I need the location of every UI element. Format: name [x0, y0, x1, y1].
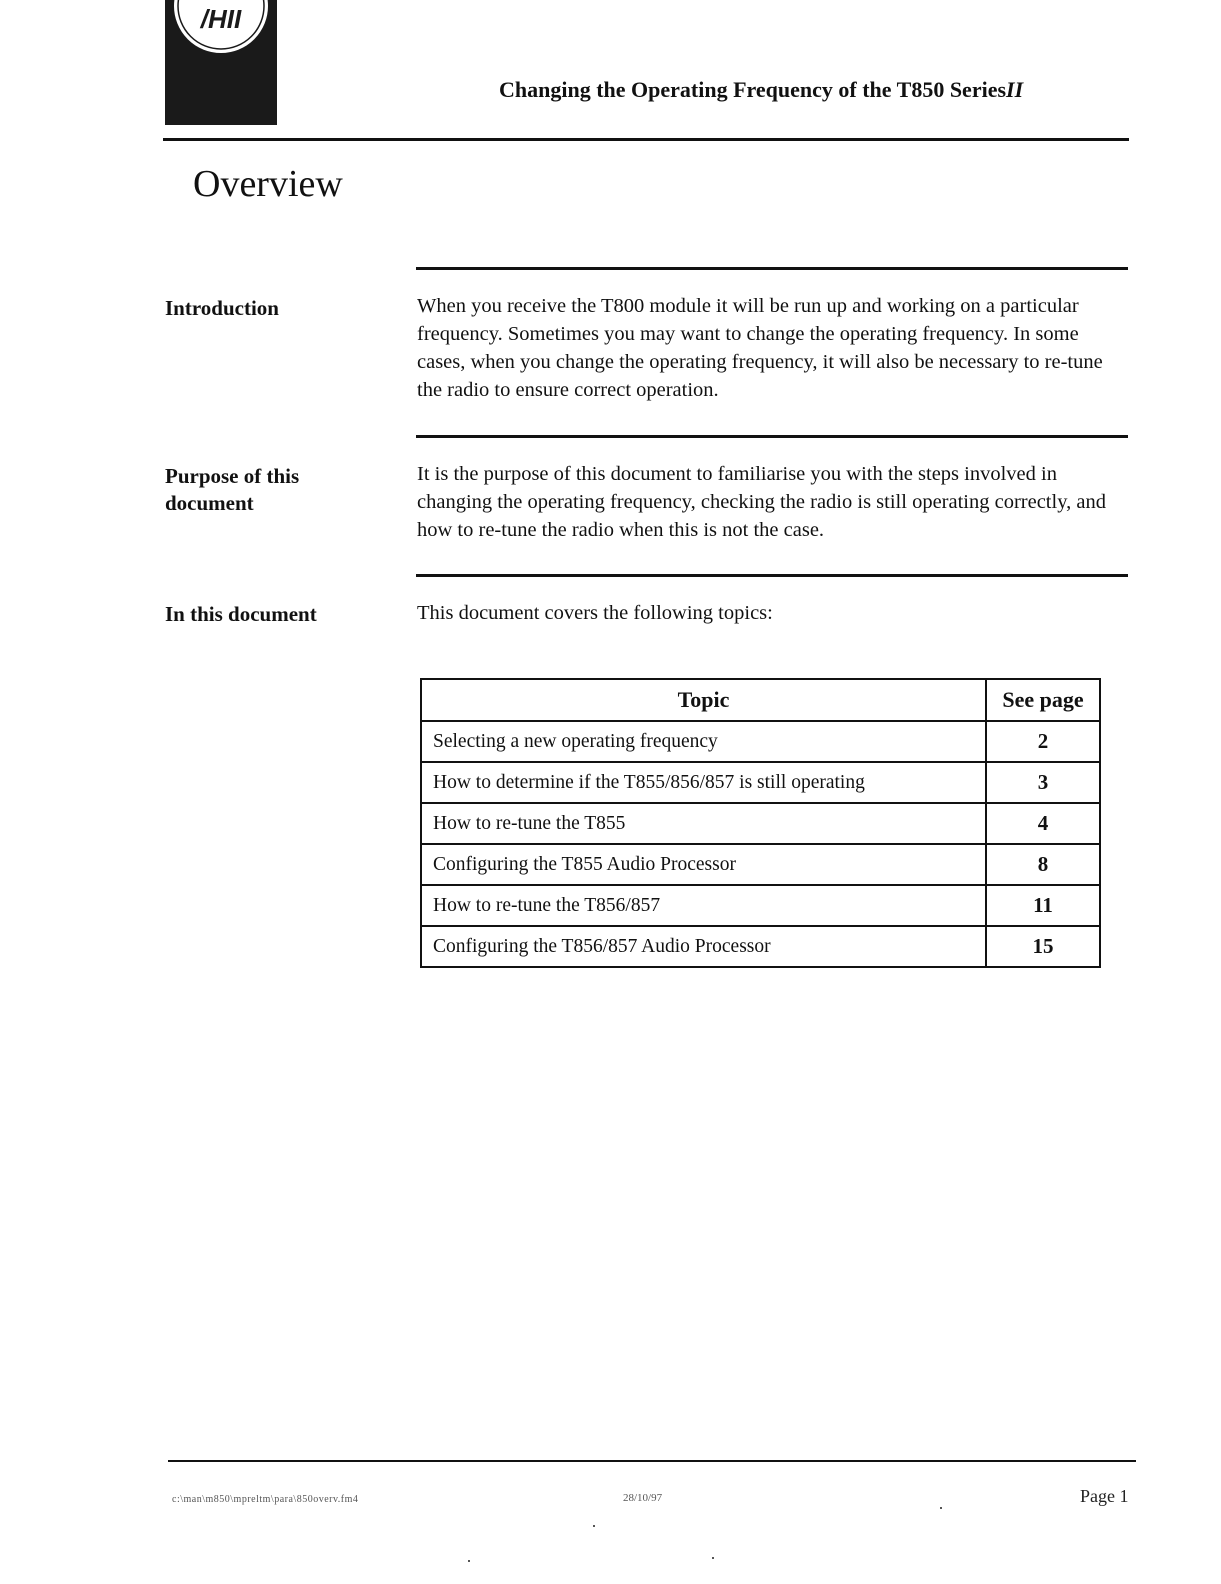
table-row: [421, 885, 1100, 926]
header-divider: [163, 138, 1129, 141]
scan-speck: [468, 1560, 470, 1562]
page-cell: 2: [986, 721, 1100, 762]
topic-cell: Configuring the T856/857 Audio Processor: [421, 926, 986, 967]
table-row: [421, 844, 1100, 885]
topic-cell: How to determine if the T855/856/857 is still operating: [421, 762, 986, 803]
page-cell: 4: [986, 803, 1100, 844]
footer-date: 28/10/97: [623, 1492, 663, 1504]
purpose-text: It is the purpose of this document to familiarise you with the steps involved in changing the operating frequency, checking the radio is still operating correctly, and how to re-tune the radio when this is not the case.: [417, 463, 1106, 541]
topic-cell: How to re-tune the T855: [421, 803, 986, 844]
section-label-in-this-document: In this document: [165, 602, 317, 626]
section-label-purpose-line1: Purpose of this: [165, 464, 300, 488]
table-row: [421, 721, 1100, 762]
section-label-introduction: Introduction: [165, 296, 279, 320]
page-cell: 8: [986, 844, 1100, 885]
in-this-document-text: This document covers the following topics:: [417, 602, 773, 624]
topic-cell: How to re-tune the T856/857: [421, 885, 986, 926]
page-cell: 11: [986, 885, 1100, 926]
topics-table: [420, 678, 1101, 968]
topic-cell: Selecting a new operating frequency: [421, 721, 986, 762]
section-divider-in-this-document: [416, 574, 1128, 577]
table-row: [421, 762, 1100, 803]
section-label-purpose: [165, 463, 299, 517]
section-divider-introduction: [416, 267, 1128, 270]
scan-speck: [712, 1557, 714, 1559]
column-header-see-page: See page: [986, 679, 1100, 721]
logo-text: /HII: [200, 4, 242, 34]
introduction-text: When you receive the T800 module it will be run up and working on a particular frequency. Sometimes you may want to change the operating frequency. In some cases, when you change the operating frequency, it will also be necessary to re-tune the radio to ensure correct operation.: [417, 295, 1103, 401]
section-divider-purpose: [416, 435, 1128, 438]
column-header-topic: Topic: [421, 679, 986, 721]
scan-speck: [940, 1507, 942, 1509]
header-title: [499, 77, 1023, 103]
footer-file-path: c:\man\m850\mpreltm\para\850overv.fm4: [172, 1494, 359, 1505]
header-title-suffix: II: [1006, 77, 1024, 102]
logo-emblem-icon: [165, 0, 277, 125]
footer-divider: [168, 1460, 1136, 1462]
topic-cell: Configuring the T855 Audio Processor: [421, 844, 986, 885]
page-title: Overview: [193, 163, 343, 205]
scan-speck: [593, 1525, 595, 1527]
page-cell: 15: [986, 926, 1100, 967]
section-label-purpose-line2: document: [165, 491, 254, 515]
header-title-main: Changing the Operating Frequency of the T850 Series: [499, 77, 1007, 102]
table-header-row: [421, 679, 1100, 721]
footer-page-number: Page 1: [1080, 1486, 1129, 1506]
company-logo: [165, 0, 277, 125]
table-row: [421, 926, 1100, 967]
table-row: [421, 803, 1100, 844]
page-cell: 3: [986, 762, 1100, 803]
